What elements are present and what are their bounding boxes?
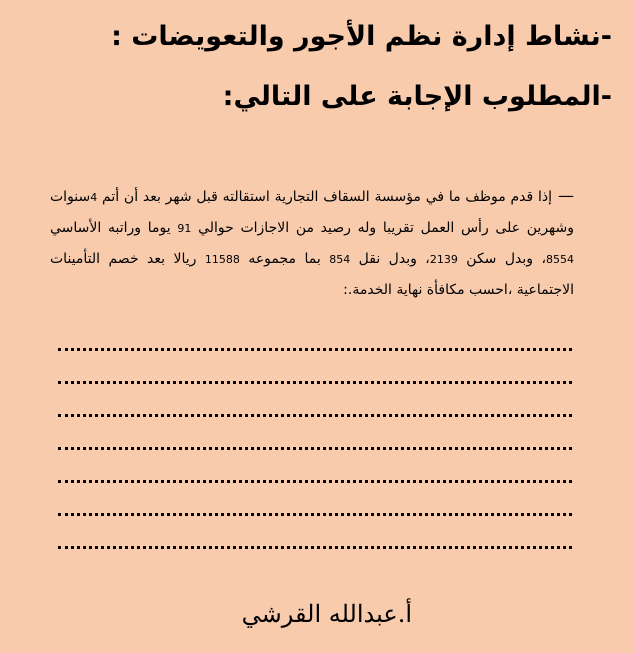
housing-allowance-value: 2139 — [429, 253, 458, 266]
task-instruction: -المطلوب الإجابة على التالي: — [222, 81, 612, 112]
question-part-5: ، وبدل نقل — [358, 251, 430, 267]
transport-allowance-value: 854 — [329, 253, 351, 266]
total-value: 11588 — [204, 253, 240, 266]
answer-line[interactable] — [58, 384, 572, 417]
basic-salary-value: 8554 — [546, 253, 575, 266]
bullet-dash: — — [558, 186, 575, 205]
answer-line[interactable] — [58, 417, 572, 450]
answer-line[interactable] — [58, 318, 572, 351]
years-value: 4 — [90, 191, 98, 204]
answer-line[interactable] — [58, 483, 572, 516]
question-text — [50, 180, 574, 306]
question-part-1: إذا قدم موظف ما في مؤسسة السقاف التجارية استقالته قبل شهر بعد أن أتم — [102, 189, 553, 205]
teacher-signature: أ.عبدالله القرشي — [241, 600, 412, 628]
answer-area[interactable] — [58, 318, 572, 549]
answer-line[interactable] — [58, 351, 572, 384]
question-part-4: ، وبدل سكن — [466, 251, 547, 267]
leave-days-value: 91 — [177, 222, 192, 235]
answer-line[interactable] — [58, 516, 572, 549]
question-part-7: ريالا بعد خصم التأمينات الاجتماعية ،احسب مكافأة نهاية الخدمة.: — [50, 251, 574, 298]
question-part-2: سنوات وشهرين على رأس العمل تقريبا وله رصيد من الاجازات حوالي — [50, 189, 575, 236]
answer-line[interactable] — [58, 450, 572, 483]
question-part-3: يوما وراتبه الأساسي — [50, 220, 171, 236]
question-part-6: بما مجموعه — [248, 251, 321, 267]
activity-title: -نشاط إدارة نظم الأجور والتعويضات : — [111, 21, 612, 52]
